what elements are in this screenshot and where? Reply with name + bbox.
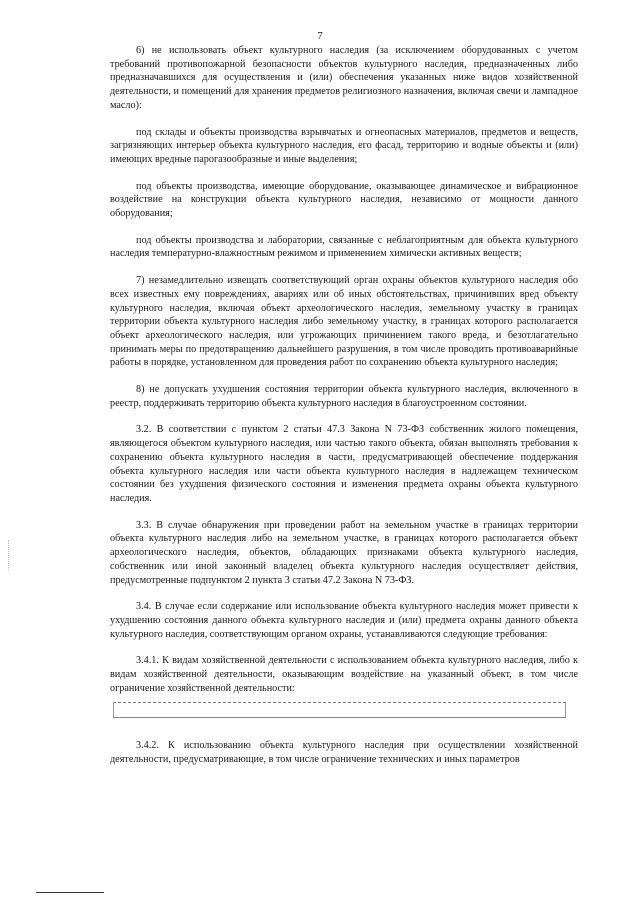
- paragraph-warehouses: под склады и объекты производства взрывчатых и огнеопасных материалов, предметов и веществ, загрязняющих интерьер объекта культурного наследия, его фасад, территорию и водные объекты и (или) имеющих вредные парогазообразные и иные выделения;: [110, 126, 578, 165]
- paragraph-3-2: 3.2. В соответствии с пунктом 2 статьи 47.3 Закона N 73-ФЗ собственник жилого помещения, являющегося объектом культурного наследия, или частью такого объекта, обязан выполнять требования к сохранению объекта культурного наследия в части, предусматривающей обеспечение поддержания объекта культурного наследия или части объекта культурного наследия в надлежащем техническом состоянии без ухудшения физического состояния и изменения предмета охраны объекта культурного наследия.: [110, 424, 578, 504]
- document-body: [110, 44, 578, 767]
- margin-mark: [8, 540, 10, 570]
- paragraph-production-dynamic: под объекты производства, имеющие оборудование, оказывающее динамическое и вибрационное воздействие на конструкции объекта культурного наследия, независимо от мощности данного оборудования;: [110, 180, 578, 220]
- paragraph-item-7: 7) незамедлительно извещать соответствующий орган охраны объектов культурного наследия обо всех известных ему повреждениях, авариях или об иных обстоятельствах, причинивших вред объекту культурного наследия, включая объект археологического наследия, земельному участку в границах территории объекта культурного наследия либо земельному участку, в границах которого располагается объект археологического наследия, или угрожающих причинением такого вреда, и безотлагательно принимать меры по предотвращению дальнейшего разрушения, в том числе проводить противоаварийные работы в порядке, установленном для проведения работ по сохранению объекта культурного наследия;: [110, 275, 578, 369]
- paragraph-3-4: 3.4. В случае если содержание или использование объекта культурного наследия может привести к ухудшению состояния данного объекта культурного наследия и (или) предмета охраны данного объекта культурного наследия, соответствующим органом охраны, устанавливаются следующие требования:: [110, 601, 578, 640]
- paragraph-item-6: 6) не использовать объект культурного наследия (за исключением оборудованных с учетом требований противопожарной безопасности объектов культурного наследия, предназначенных либо предназначавшихся для осуществления и (или) обеспечения указанных ниже видов хозяйственной деятельности, и помещений для хранения предметов религиозного назначения, включая свечи и лампадное масло):: [110, 45, 578, 111]
- paragraph-3-4-2: 3.4.2. К использованию объекта культурного наследия при осуществлении хозяйственной деятельности, предусматривающие, в том числе ограничение технических и иных параметров: [110, 740, 578, 766]
- paragraph-3-4-1: 3.4.1. К видам хозяйственной деятельности с использованием объекта культурного наследия, либо к видам хозяйственной деятельности, оказывающим воздействие на указанный объект, в том числе ограничение хозяйственной деятельности:: [110, 655, 578, 694]
- page-number: 7: [317, 30, 323, 42]
- footnote-rule: [36, 892, 104, 893]
- blank-table-field: [110, 699, 578, 729]
- paragraph-laboratories: под объекты производства и лаборатории, связанные с неблагоприятным для объекта культурного наследия температурно-влажностным режимом и применением химически активных веществ;: [110, 234, 578, 260]
- paragraph-3-3: 3.3. В случае обнаружения при проведении работ на земельном участке в границах территории объекта культурного наследия либо на земельном участке, в границах которого располагается объект археологического наследия, объектов, обладающих признаками объекта культурного наследия, собственник или иной законный владелец объекта культурного наследия осуществляет действия, предусмотренные подпунктом 2 пункта 3 статьи 47.2 Закона N 73-ФЗ.: [110, 519, 578, 586]
- paragraph-item-8: 8) не допускать ухудшения состояния территории объекта культурного наследия, включенного в реестр, поддерживать территорию объекта культурного наследия в благоустроенном состоянии.: [110, 384, 578, 409]
